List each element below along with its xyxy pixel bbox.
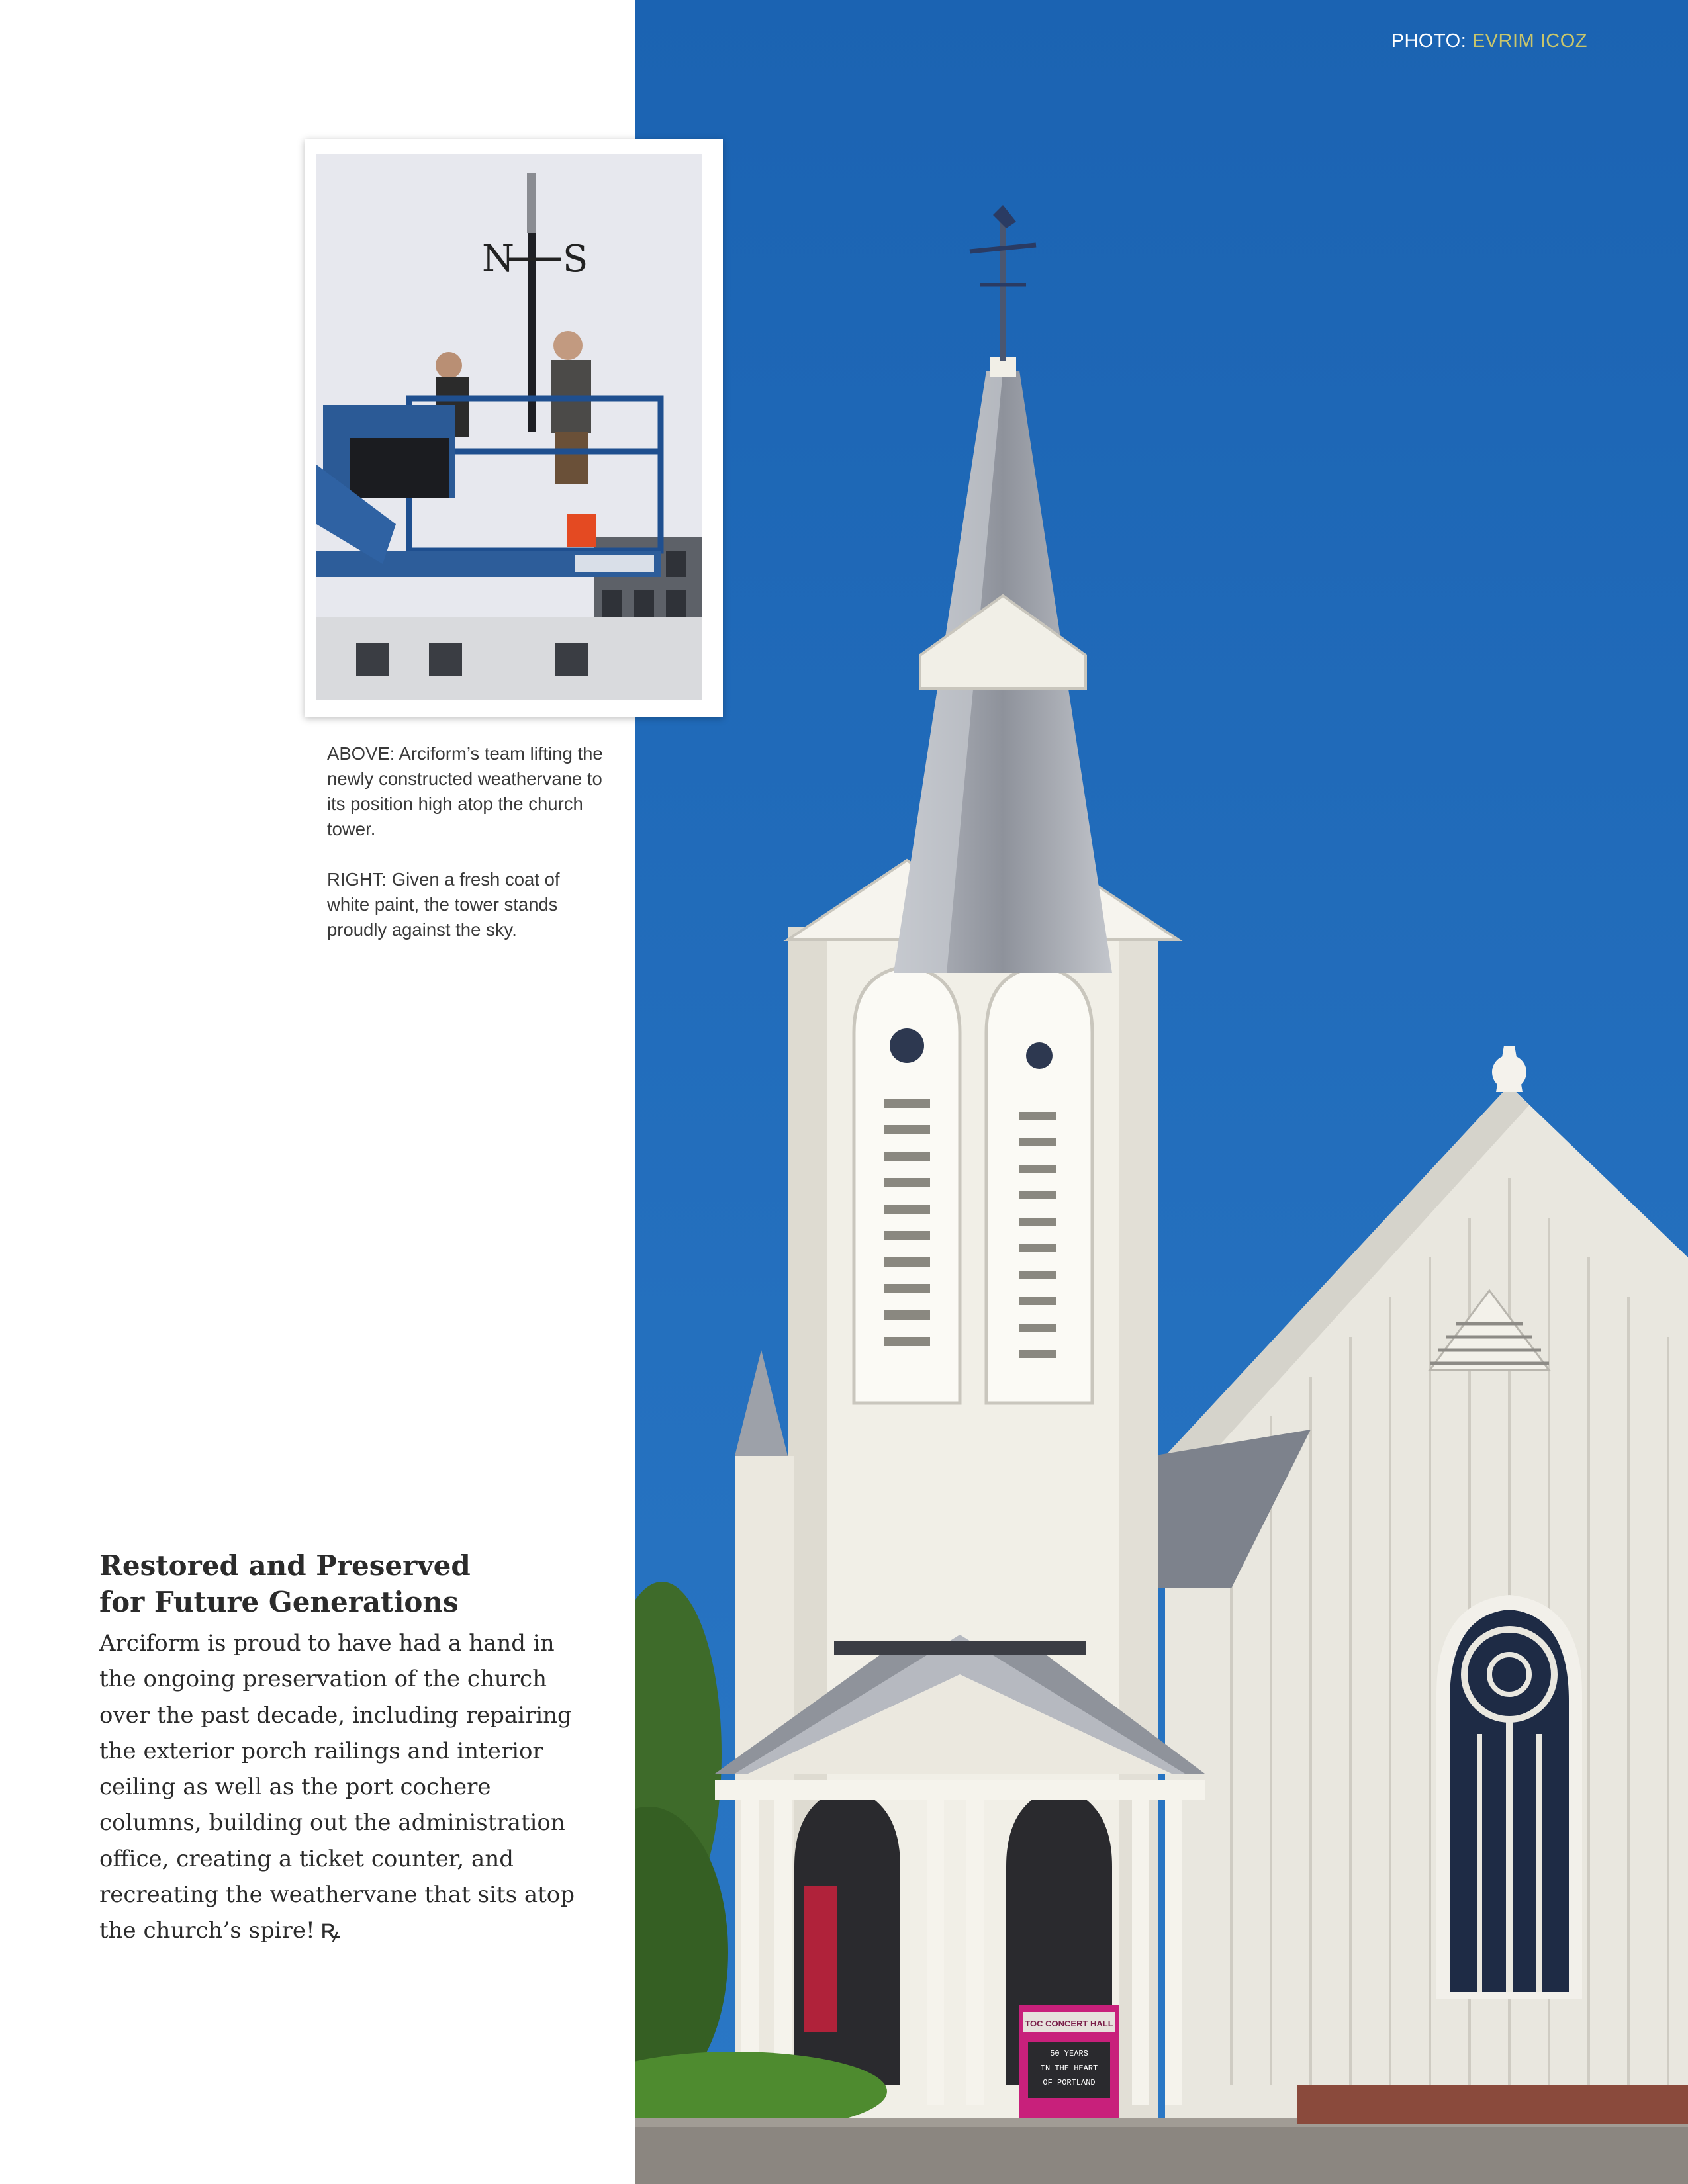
weathervane-photo	[316, 154, 702, 700]
weathervane-letter-n: N	[482, 238, 514, 281]
article-body-text: Arciform is proud to have had a hand in the ongoing preservation of the church over the past decade, including repairing the exterior porch railings and interior ceiling as well as the port cochere columns, building out the administration office, creating a ticket counter, and recreating the weathervane that sits atop the church’s spire!	[99, 1630, 575, 1944]
headline-line-2: for Future Generations	[99, 1586, 459, 1618]
headline-line-1: Restored and Preserved	[99, 1549, 471, 1582]
photo-credit-label: PHOTO:	[1391, 30, 1472, 52]
caption-right: RIGHT: Given a fresh coat of white paint, the tower stands proudly against the sky.	[327, 869, 560, 940]
article-headline	[99, 1547, 576, 1620]
caption-above: ABOVE: Arciform’s team lifting the newly constructed weathervane to its position high atop the church tower.	[327, 743, 603, 839]
sign-title: TOC CONCERT HALL	[1025, 2019, 1113, 2028]
photographer-name: EVRIM ICOZ	[1472, 30, 1587, 52]
sign-line1: 50 YEARS	[1050, 2049, 1088, 2058]
sign-line2: IN THE HEART	[1040, 2064, 1098, 2073]
end-mark-icon: ꝶ	[320, 1914, 340, 1945]
inset-photo-frame	[305, 139, 723, 717]
church-illustration	[635, 0, 1688, 2184]
weathervane-letter-s: S	[563, 238, 588, 281]
article-body	[99, 1625, 576, 1949]
sign-line3: OF PORTLAND	[1043, 2078, 1096, 2087]
hero-photo	[635, 0, 1688, 2184]
photo-credit	[1391, 30, 1587, 52]
